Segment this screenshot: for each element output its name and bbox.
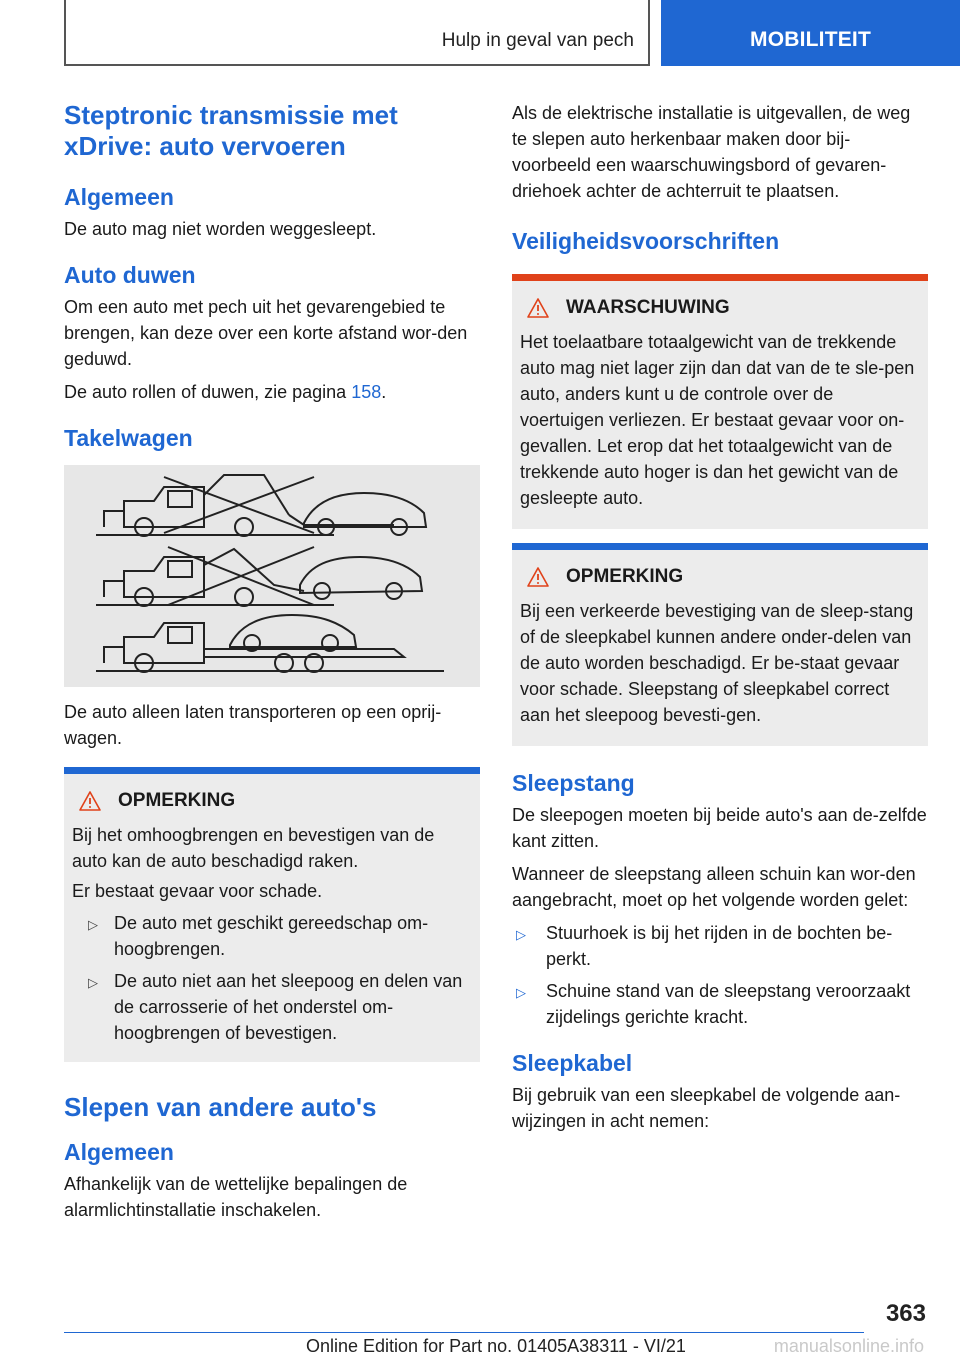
heading-algemeen-slepen: Algemeen bbox=[64, 1139, 174, 1165]
heading-takelwagen: Takelwagen bbox=[64, 425, 193, 451]
watermark: manualsonline.info bbox=[773, 1336, 924, 1356]
sleepkabel-text: Bij gebruik van een sleepkabel de volgende aan-wijzingen in acht nemen: bbox=[512, 1085, 901, 1131]
tow-truck-wheellift-crossed-icon bbox=[96, 547, 422, 606]
note-text-1: Bij het omhoogbrengen en bevestigen van de auto kan de auto beschadigd raken. bbox=[72, 825, 435, 871]
algemeen-text: De auto mag niet worden weggesleept. bbox=[64, 219, 377, 239]
list-item: ▷ De auto niet aan het sleepoog en delen van de carrosserie of het onderstel om-hoogbrengen of bevestigen. bbox=[88, 971, 463, 1043]
warning-triangle-icon bbox=[78, 790, 102, 812]
warning-triangle-icon bbox=[526, 566, 550, 588]
page-number: 363 bbox=[885, 1300, 926, 1327]
takelwagen-caption: De auto alleen laten transporteren op een oprij-wagen. bbox=[64, 702, 442, 748]
heading-algemeen: Algemeen bbox=[64, 184, 174, 210]
slepen-text: Afhankelijk van de wettelijke bepalingen de alarmlichtinstallatie inschakelen. bbox=[64, 1174, 408, 1220]
triangle-bullet-icon: ▷ bbox=[88, 975, 98, 990]
left-column bbox=[64, 100, 480, 1230]
heading-auto-duwen: Auto duwen bbox=[64, 262, 196, 288]
towing-illustration bbox=[64, 465, 480, 687]
note-text: Bij een verkeerde bevestiging van de sleep-stang of de sleepkabel kunnen andere onder-delen van de auto worden beschadigd. Er be-staat gevaar voor schade. Sleepstang of sleepkabel correct aan het sleepoog bevesti-gen. bbox=[520, 601, 914, 725]
list-item: ▷ Schuine stand van de sleepstang veroorzaakt zijdelings gerichte kracht. bbox=[516, 981, 911, 1027]
heading-sleepstang: Sleepstang bbox=[512, 770, 635, 796]
warning-box bbox=[512, 274, 928, 529]
warning-triangle-icon bbox=[526, 297, 550, 319]
warning-text: Het toelaatbare totaalgewicht van de trekkende auto mag niet lager zijn dan dat van de te sle-pen auto, anders kunt u de controle over de voertuigen verliezen. Er bestaat gevaar voor on-gevallen. Let erop dat het totaalgewicht van de trekkende auto hoger is dan het gewicht van de gesleepte auto. bbox=[520, 332, 915, 508]
list-item: ▷ De auto met geschikt gereedschap om-hoogbrengen. bbox=[88, 913, 429, 959]
note-label: OPMERKING bbox=[118, 790, 236, 811]
note-box-omhoogbrengen bbox=[64, 767, 480, 1062]
sleepstang-text-1: De sleepogen moeten bij beide auto's aan de-zelfde kant zitten. bbox=[512, 805, 927, 851]
note-steps-list bbox=[80, 910, 472, 1046]
note-box-bevestiging bbox=[512, 543, 928, 746]
header-section-title: Hulp in geval van pech bbox=[441, 30, 634, 51]
duwen-reference: De auto rollen of duwen, zie pagina 158. bbox=[64, 382, 387, 402]
triangle-bullet-icon: ▷ bbox=[516, 927, 526, 942]
intro-text: Als de elektrische installatie is uitgevallen, de weg te slepen auto herkenbaar maken door bij-voorbeeld een waarschuwingsbord of gevaren-driehoek achter de achterruit te plaatsen. bbox=[512, 103, 911, 201]
section-title-steptronic: Steptronic transmissie met xDrive: auto vervoeren bbox=[64, 100, 398, 161]
header-section-box bbox=[64, 0, 650, 66]
note-label: OPMERKING bbox=[566, 566, 684, 587]
footer-edition: Online Edition for Part no. 01405A38311 - VI/21 bbox=[306, 1336, 686, 1356]
section-title-slepen: Slepen van andere auto's bbox=[64, 1092, 377, 1122]
sleepstang-text-2: Wanneer de sleepstang alleen schuin kan wor-den aangebracht, moet op het volgende worden gelet: bbox=[512, 864, 916, 910]
flatbed-truck-icon bbox=[96, 615, 444, 672]
triangle-bullet-icon: ▷ bbox=[88, 917, 98, 932]
triangle-bullet-icon: ▷ bbox=[516, 985, 526, 1000]
list-item: ▷ Stuurhoek is bij het rijden in de bochten be-perkt. bbox=[516, 923, 893, 969]
heading-veiligheidsvoorschriften: Veiligheidsvoorschriften bbox=[512, 228, 780, 254]
sleepstang-steps-list bbox=[512, 920, 928, 1030]
footer-divider bbox=[64, 1332, 864, 1333]
note-text-2: Er bestaat gevaar voor schade. bbox=[72, 881, 323, 901]
header-chapter-tab[interactable]: MOBILITEIT bbox=[661, 0, 960, 66]
duwen-text: Om een auto met pech uit het gevarengebied te brengen, kan deze over een korte afstand wor-den geduwd. bbox=[64, 297, 468, 369]
heading-sleepkabel: Sleepkabel bbox=[512, 1050, 633, 1076]
warning-label: WAARSCHUWING bbox=[566, 297, 730, 318]
page-link-158[interactable]: 158 bbox=[351, 382, 382, 402]
tow-truck-crane-crossed-icon bbox=[96, 475, 426, 536]
right-column bbox=[512, 100, 928, 1141]
